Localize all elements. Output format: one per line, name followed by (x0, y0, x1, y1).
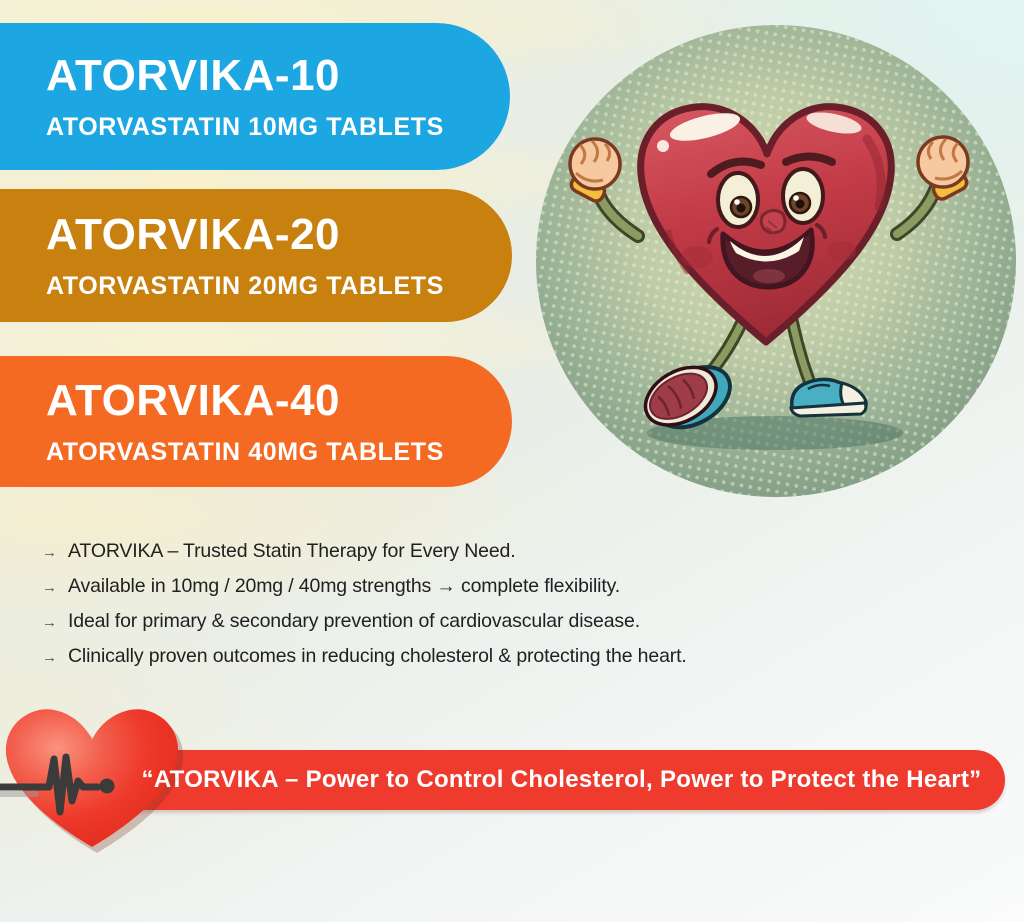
benefit-item (42, 639, 687, 674)
tongue (753, 269, 785, 283)
benefit-text: Ideal for primary & secondary prevention of cardiovascular disease. (68, 610, 640, 632)
benefit-text: Clinically proven outcomes in reducing cholesterol & protecting the heart. (68, 645, 687, 667)
benefit-text: Available in 10mg / 20mg / 40mg strengths → complete flexibility. (68, 575, 621, 597)
benefit-item (42, 569, 687, 604)
product-banner-atorvika-10 (0, 23, 510, 170)
left-cheek (681, 246, 713, 268)
tagline-text: “ATORVIKA – Power to Control Cholesterol, Power to Protect the Heart” (141, 766, 982, 793)
product-banner-atorvika-20 (0, 189, 512, 322)
product-banner-atorvika-40 (0, 356, 512, 487)
ecg-dot (100, 779, 115, 794)
arrow-icon: → (42, 544, 57, 561)
happy-heart-mascot-illustration (535, 24, 1017, 498)
benefit-item (42, 604, 687, 639)
product-name-10: ATORVIKA-10 (46, 50, 341, 100)
mascot-svg (535, 24, 1017, 498)
product-name-40: ATORVIKA-40 (46, 375, 341, 425)
product-description-40: ATORVASTATIN 40MG TABLETS (46, 438, 444, 467)
product-description-20: ATORVASTATIN 20MG TABLETS (46, 272, 444, 301)
right-cheek (828, 241, 856, 261)
benefit-text: ATORVIKA – Trusted Statin Therapy for Every Need. (68, 540, 516, 562)
benefit-item (42, 534, 687, 569)
product-name-20: ATORVIKA-20 (46, 209, 341, 259)
arrow-icon: → (42, 614, 57, 631)
nose (761, 210, 785, 232)
arrow-icon: → (42, 649, 57, 666)
benefit-list (42, 534, 687, 674)
arrow-icon: → (42, 579, 57, 596)
product-description-10: ATORVASTATIN 10MG TABLETS (46, 113, 444, 142)
